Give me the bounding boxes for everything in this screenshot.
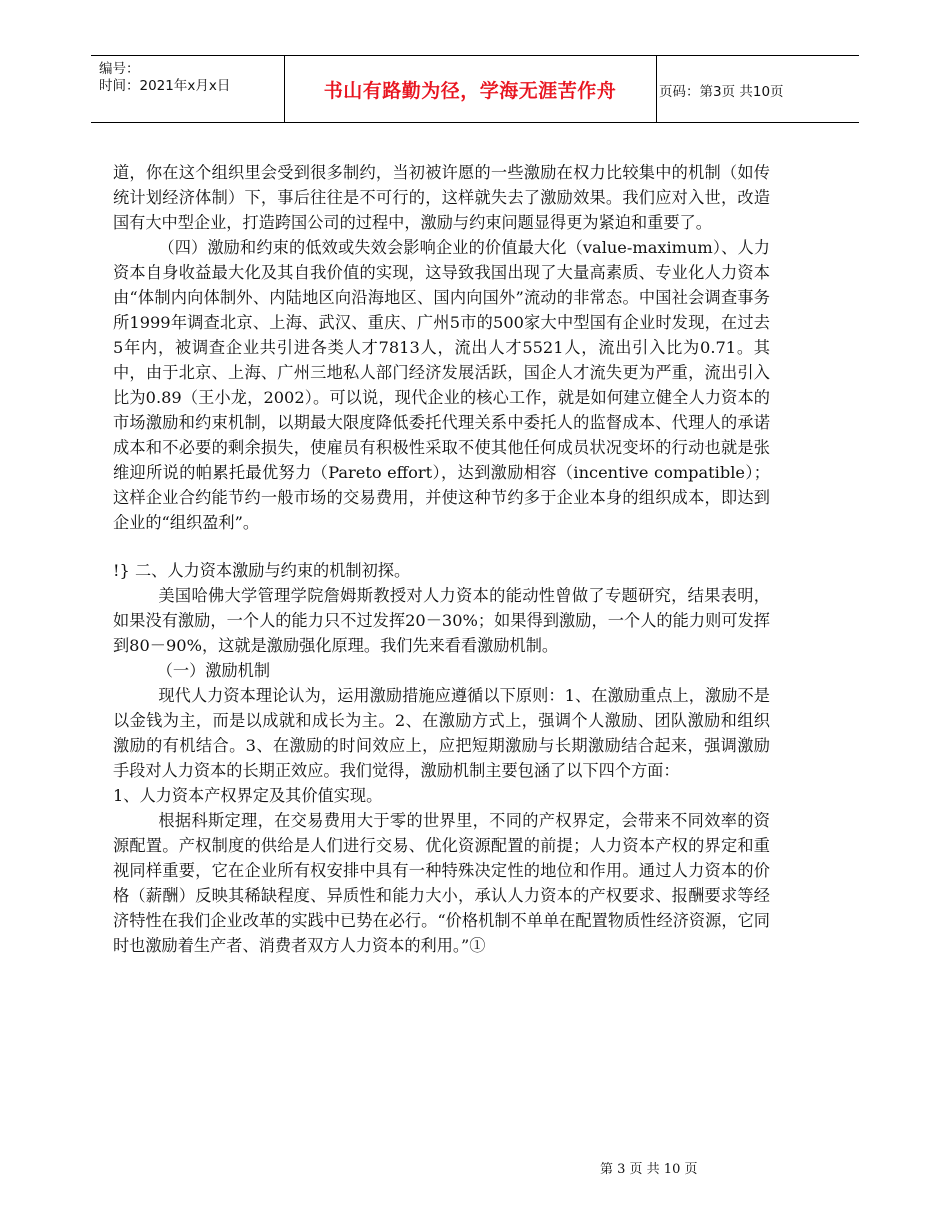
header-page-number: 页码：第3页 共10页: [659, 84, 784, 100]
time-label: 时间：2021年x月x日: [99, 78, 231, 94]
paragraph-harvard-study: 美国哈佛大学管理学院詹姆斯教授对人力资本的能动性曾做了专题研究，结果表明，如果没有激励，一个人的能力只不过发挥20－30%；如果得到激励，一个人的能力则可发挥到80－90%，这就是激励强化原理。我们先来看看激励机制。: [113, 586, 770, 655]
page-header: [91, 55, 859, 123]
subsection-heading-incentive-mechanism: （一）激励机制: [156, 661, 271, 680]
section-heading-two: !} 二、人力资本激励与约束的机制初探。: [113, 561, 411, 580]
header-meta: [99, 61, 230, 95]
paragraph-incentive-principles: 现代人力资本理论认为，运用激励措施应遵循以下原则：1、在激励重点上，激励不是以金钱为主，而是以成就和成长为主。2、在激励方式上，强调个人激励、团队激励和组织激励的有机结合。3、在激励的时间效应上，应把短期激励与长期激励结合起来，强调激励手段对人力资本的长期正效应。我们觉得，激励机制主要包涵了以下四个方面：: [113, 686, 770, 780]
header-divider-right: [656, 56, 657, 122]
document-body: [113, 160, 770, 958]
paragraph-continued: 道，你在这个组织里会受到很多制约，当初被许愿的一些激励在权力比较集中的机制（如传统计划经济体制）下，事后往往是不可行的，这样就失去了激励效果。我们应对入世，改造国有大中型企业，打造跨国公司的过程中，激励与约束问题显得更为紧迫和重要了。: [113, 163, 770, 232]
serial-label: 编号：: [99, 61, 140, 77]
header-motto: 书山有路勤为径，学海无涯苦作舟: [323, 80, 617, 102]
paragraph-coase-theorem: 根据科斯定理，在交易费用大于零的世界里，不同的产权界定，会带来不同效率的资源配置。产权制度的供给是人们进行交易、优化资源配置的前提；人力资本产权的界定和重视同样重要，它在企业所有权安排中具有一种特殊决定性的地位和作用。通过人力资本的价格（薪酬）反映其稀缺程度、异质性和能力大小，承认人力资本的产权要求、报酬要求等经济特性在我们企业改革的实践中已势在必行。“价格机制不单单在配置物质性经济资源，它同时也激励着生产者、消费者双方人力资本的利用。”①: [113, 811, 770, 955]
paragraph-section-four: （四）激励和约束的低效或失效会影响企业的价值最大化（value-maximum）、人力资本自身收益最大化及其自我价值的实现，这导致我国出现了大量高素质、专业化人力资本由“体制内向体制外、内陆地区向沿海地区、国内向国外”流动的非常态。中国社会调查事务所1999年调查北京、上海、武汉、重庆、广州5市的500家大中型国有企业时发现，在过去5年内，被调查企业共引进各类人才7813人，流出人才5521人，流出引入比为0.71。其中，由于北京、上海、广州三地私人部门经济发展活跃，国企人才流失更为严重，流出引入比为0.89（王小龙，2002）。可以说，现代企业的核心工作，就是如何建立健全人力资本的市场激励和约束机制，以期最大限度降低委托代理关系中委托人的监督成本、代理人的承诺成本和不必要的剩余损失，使雇员有积极性采取不使其他任何成员状况变坏的行动也就是张维迎所说的帕累托最优努力（Pareto effort），达到激励相容（incentive compatible）；这样企业合约能节约一般市场的交易费用，并使这种节约多于企业本身的组织成本，即达到企业的“组织盈利”。: [113, 238, 770, 532]
page-footer: 第 3 页 共 10 页: [600, 1162, 698, 1177]
item-heading-property-rights: 1、人力资本产权界定及其价值实现。: [113, 786, 383, 805]
